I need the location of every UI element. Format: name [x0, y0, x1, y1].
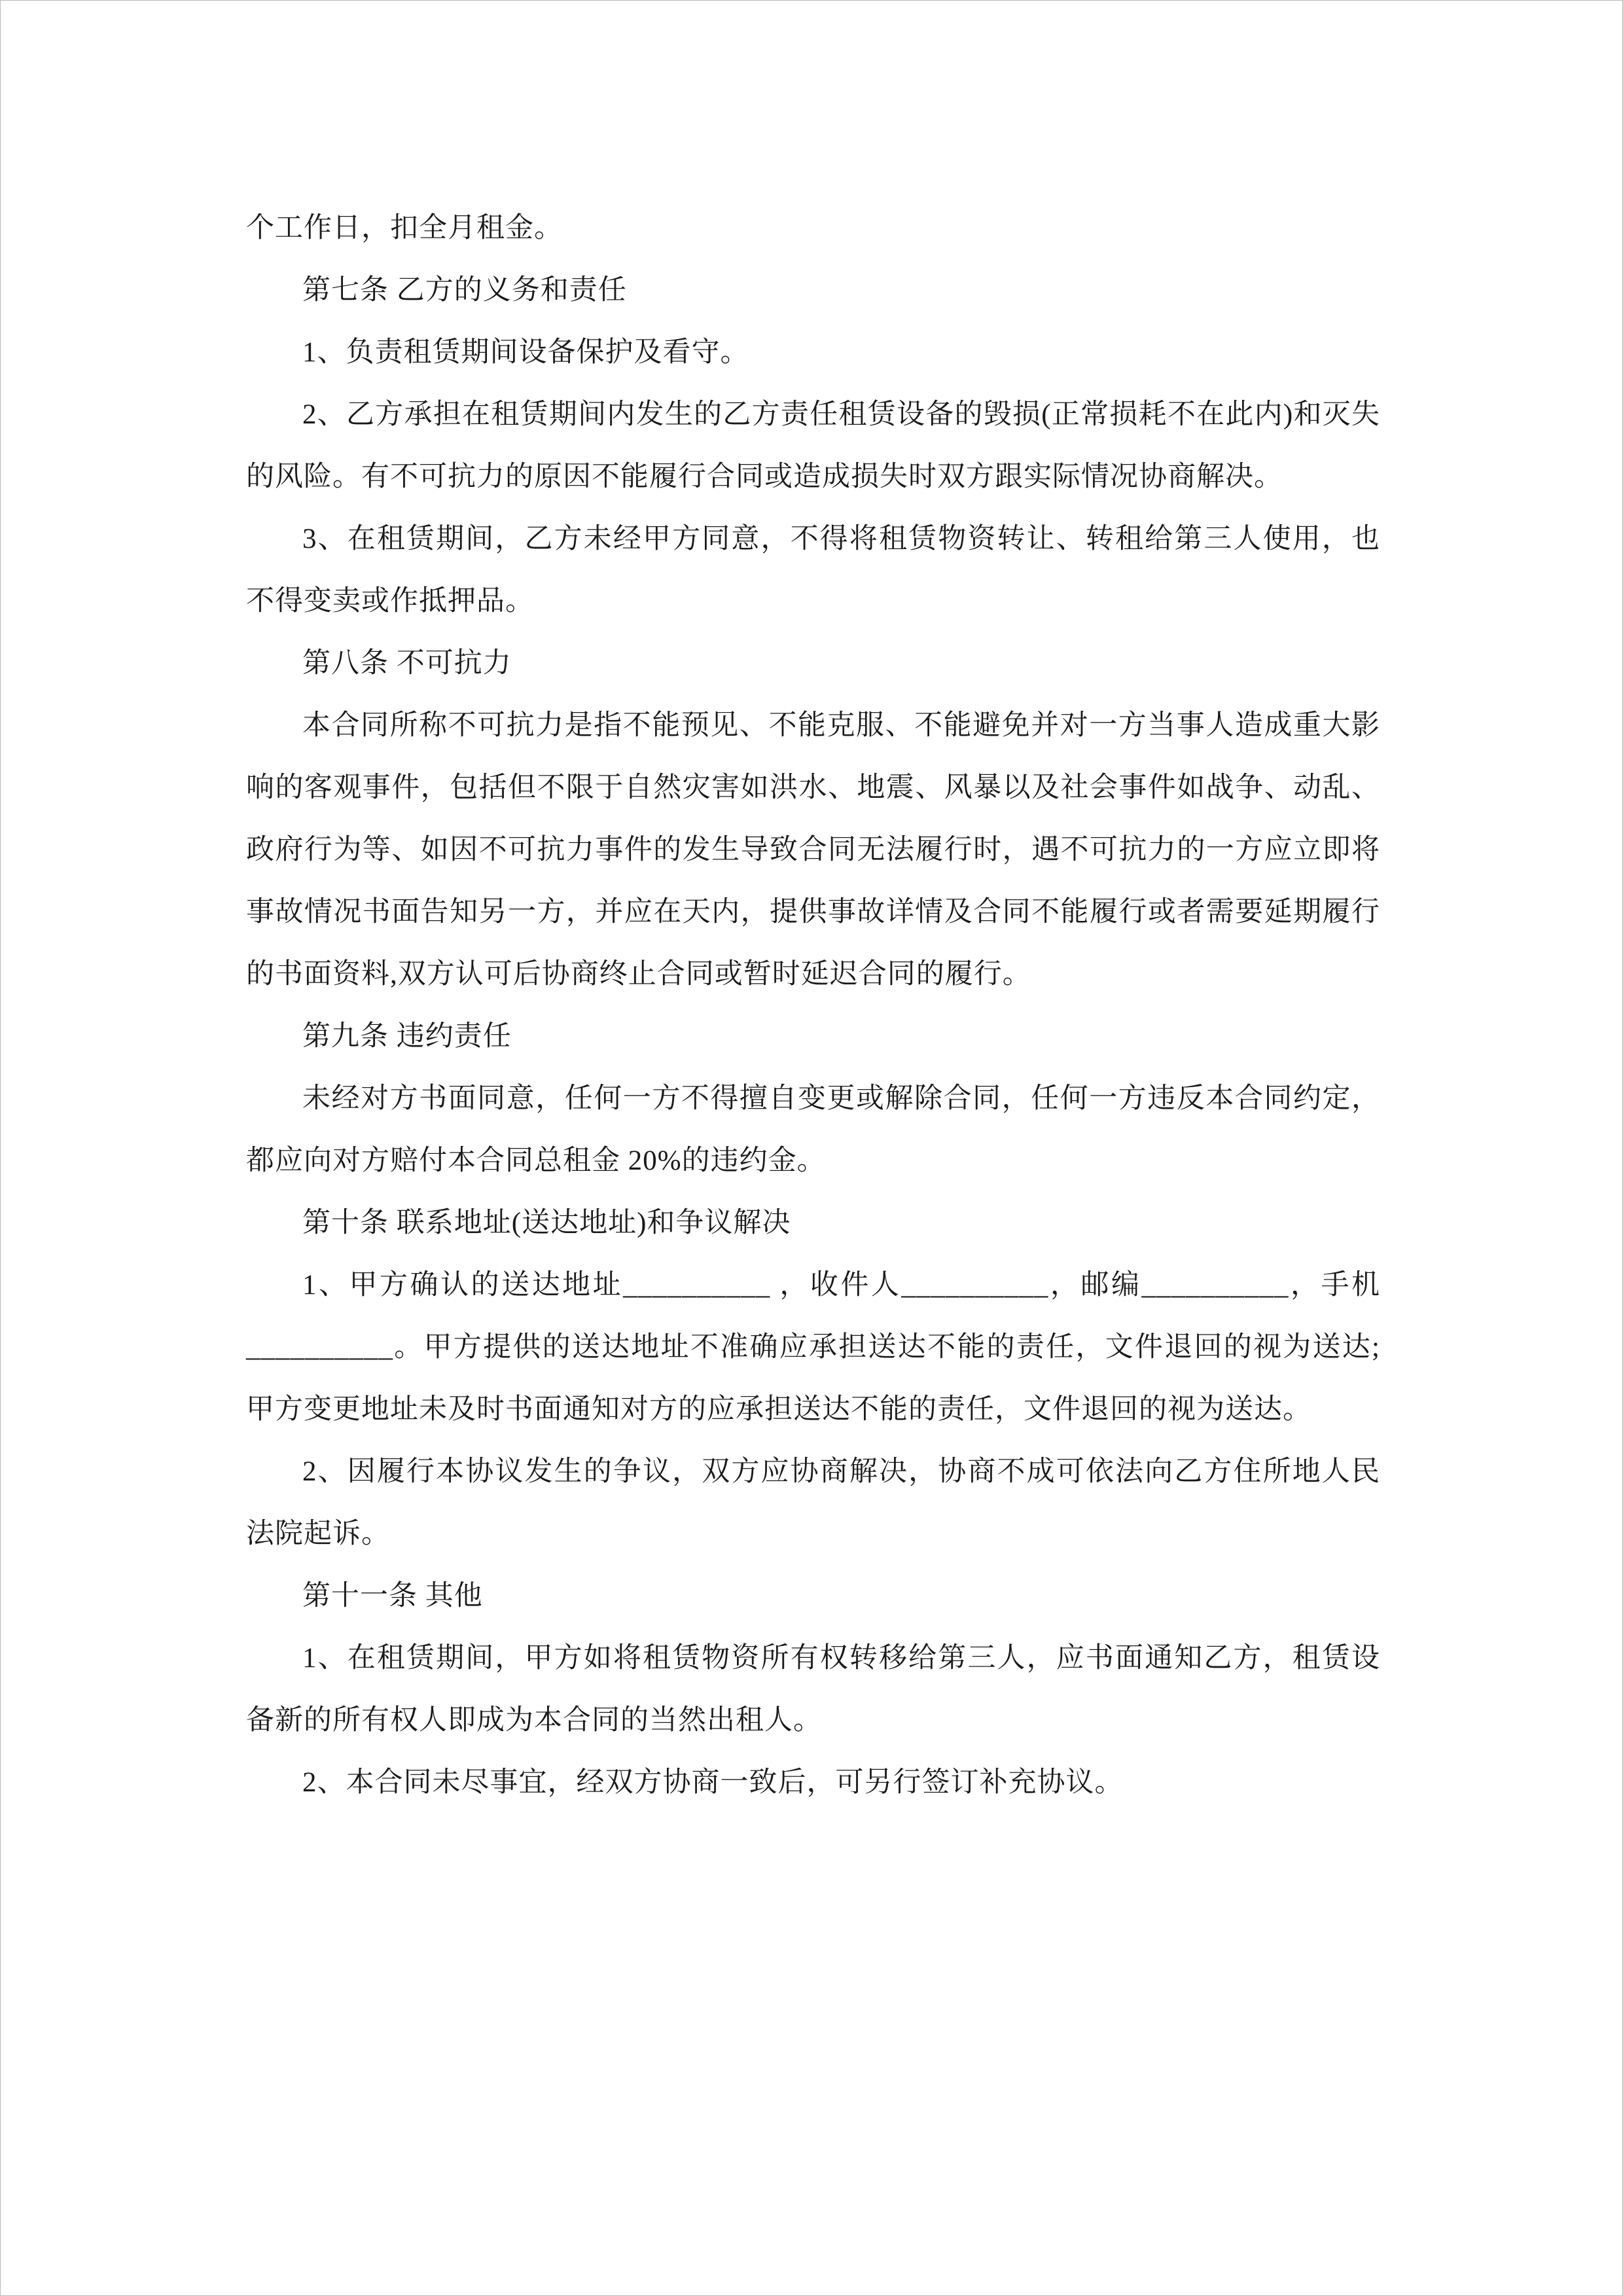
article-7-item-1: 1、负责租赁期间设备保护及看守。: [302, 337, 749, 368]
article-9-heading: 第九条 违约责任: [302, 1021, 512, 1052]
article-10-heading: 第十条 联系地址(送达地址)和争议解决: [302, 1208, 791, 1238]
contract-body: [246, 197, 1380, 1814]
article-10-item-1: 1、甲方确认的送达地址__________ ，收件人__________，邮编__________，手机__________。甲方提供的送达地址不准确应承担送达不能的责任，文件退回的视为送达;甲方变更地址未及时书面通知对方的应承担送达不能的责任，文件退回的视为送达。: [246, 1270, 1380, 1425]
article-8-body: 本合同所称不可抗力是指不能预见、不能克服、不能避免并对一方当事人造成重大影响的客观事件，包括但不限于自然灾害如洪水、地震、风暴以及社会事件如战争、动乱、政府行为等、如因不可抗力事件的发生导致合同无法履行时，遇不可抗力的一方应立即将事故情况书面告知另一方，并应在天内，提供事故详情及合同不能履行或者需要延期履行的书面资料,双方认可后协商终止合同或暂时延迟合同的履行。: [246, 710, 1380, 990]
article-9-body: 未经对方书面同意，任何一方不得擅自变更或解除合同，任何一方违反本合同约定，都应向对方赔付本合同总租金 20%的违约金。: [246, 1083, 1380, 1176]
article-7-heading: 第七条 乙方的义务和责任: [302, 275, 627, 306]
article-11-heading: 第十一条 其他: [302, 1581, 483, 1611]
article-7-item-3: 3、在租赁期间，乙方未经甲方同意，不得将租赁物资转让、转租给第三人使用，也不得变卖或作抵押品。: [246, 524, 1380, 617]
paragraph-continuation: 个工作日，扣全月租金。: [246, 213, 563, 243]
article-7-item-2: 2、乙方承担在租赁期间内发生的乙方责任租赁设备的毁损(正常损耗不在此内)和灭失的风险。有不可抗力的原因不能履行合同或造成损失时双方跟实际情况协商解决。: [246, 399, 1380, 492]
article-11-item-1: 1、在租赁期间，甲方如将租赁物资所有权转移给第三人，应书面通知乙方，租赁设备新的所有权人即成为本合同的当然出租人。: [246, 1643, 1380, 1736]
article-8-heading: 第八条 不可抗力: [302, 648, 512, 679]
article-10-item-2: 2、因履行本协议发生的争议，双方应协商解决，协商不成可依法向乙方住所地人民法院起诉。: [246, 1456, 1380, 1549]
article-11-item-2: 2、本合同未尽事宜，经双方协商一致后，可另行签订补充协议。: [302, 1767, 1124, 1798]
